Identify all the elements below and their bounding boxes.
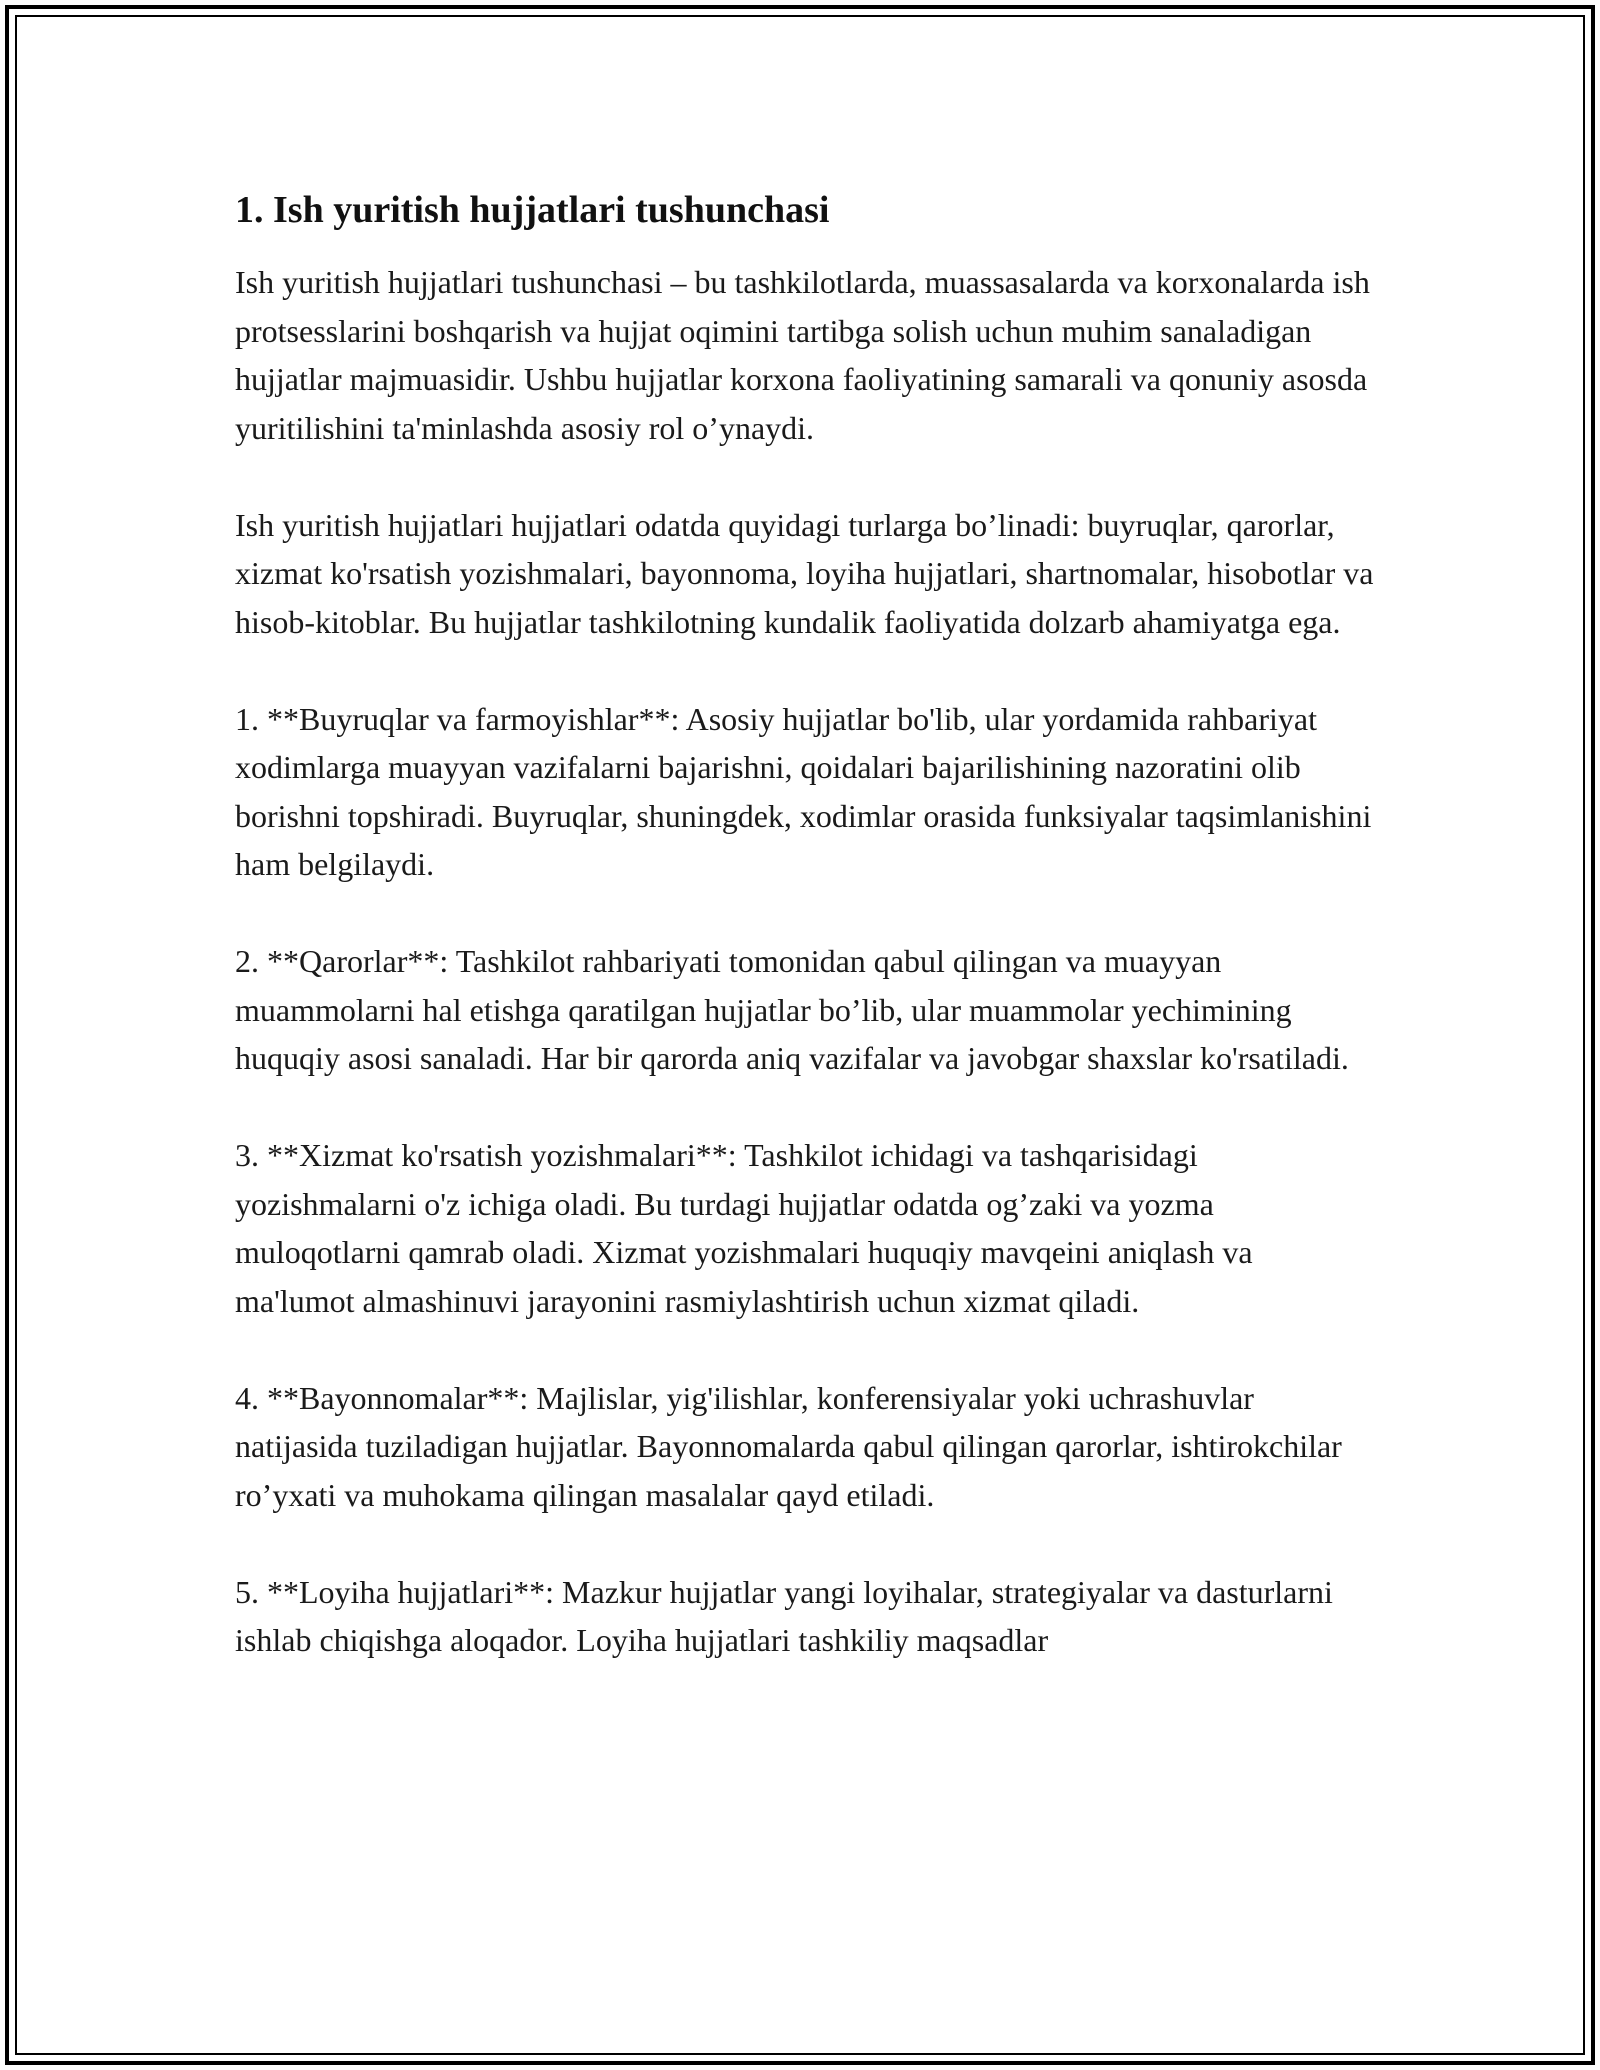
paragraph-item-project-documents: 5. **Loyiha hujjatlari**: Mazkur hujjatlar yangi loyihalar, strategiyalar va dasturlarni ishlab chiqishga aloqador. Loyiha hujjatlari tashkiliy maqsadlar: [235, 1573, 1333, 1658]
paragraph-definition: Ish yuritish hujjatlari tushunchasi – bu tashkilotlarda, muassasalarda va korxonalarda ish protsesslarini boshqarish va hujjat oqimini tartibga solish uchun muhim sanaladigan hujjatlar majmuasidir. Ushbu hujjatlar korxona faoliyatining samarali va qonuniy asosda yuritilishini ta'minlashda asosiy rol o’ynaydi.: [235, 264, 1370, 446]
section-heading: 1. Ish yuritish hujjatlari tushunchasi: [235, 189, 830, 231]
paragraph-types: Ish yuritish hujjatlari hujjatlari odatda quyidagi turlarga bo’linadi: buyruqlar, qarorlar, xizmat ko'rsatish yozishmalari, bayonnoma, loyiha hujjatlari, shartnomalar, hisobotlar va hisob-kitoblar. Bu hujjatlar tashkilotning kundalik faoliyatida dolzarb ahamiyatga ega.: [235, 506, 1374, 640]
paragraph-item-decisions: 2. **Qarorlar**: Tashkilot rahbariyati tomonidan qabul qilingan va muayyan muammolarni hal etishga qaratilgan hujjatlar bo’lib, ular muammolar yechimining huquqiy asosi sanaladi. Har bir qarorda aniq vazifalar va javobgar shaxslar ko'rsatiladi.: [235, 943, 1349, 1076]
paragraph-item-correspondence: 3. **Xizmat ko'rsatish yozishmalari**: Tashkilot ichidagi va tashqarisidagi yozishmalarni o'z ichiga oladi. Bu turdagi hujjatlar odatda og’zaki va yozma muloqotlarni qamrab oladi. Xizmat yozishmalari huquqiy mavqeini aniqlash va ma'lumot almashinuvi jarayonini rasmiylashtirish uchun xizmat qiladi.: [235, 1137, 1253, 1319]
paragraph-item-minutes: 4. **Bayonnomalar**: Majlislar, yig'ilishlar, konferensiyalar yoki uchrashuvlar natijasida tuziladigan hujjatlar. Bayonnomalarda qabul qilingan qarorlar, ishtirokchilar ro’yxati va muhokama qilingan masalalar qayd etiladi.: [235, 1379, 1342, 1513]
paragraph-item-orders: 1. **Buyruqlar va farmoyishlar**: Asosiy hujjatlar bo'lib, ular yordamida rahbariyat xodimlarga muayyan vazifalarni bajarishni, qoidalari bajarilishining nazoratini olib borishni topshiradi. Buyruqlar, shuningdek, xodimlar orasida funksiyalar taqsimlanishini ham belgilaydi.: [235, 700, 1372, 882]
document-body: [235, 186, 1375, 1713]
